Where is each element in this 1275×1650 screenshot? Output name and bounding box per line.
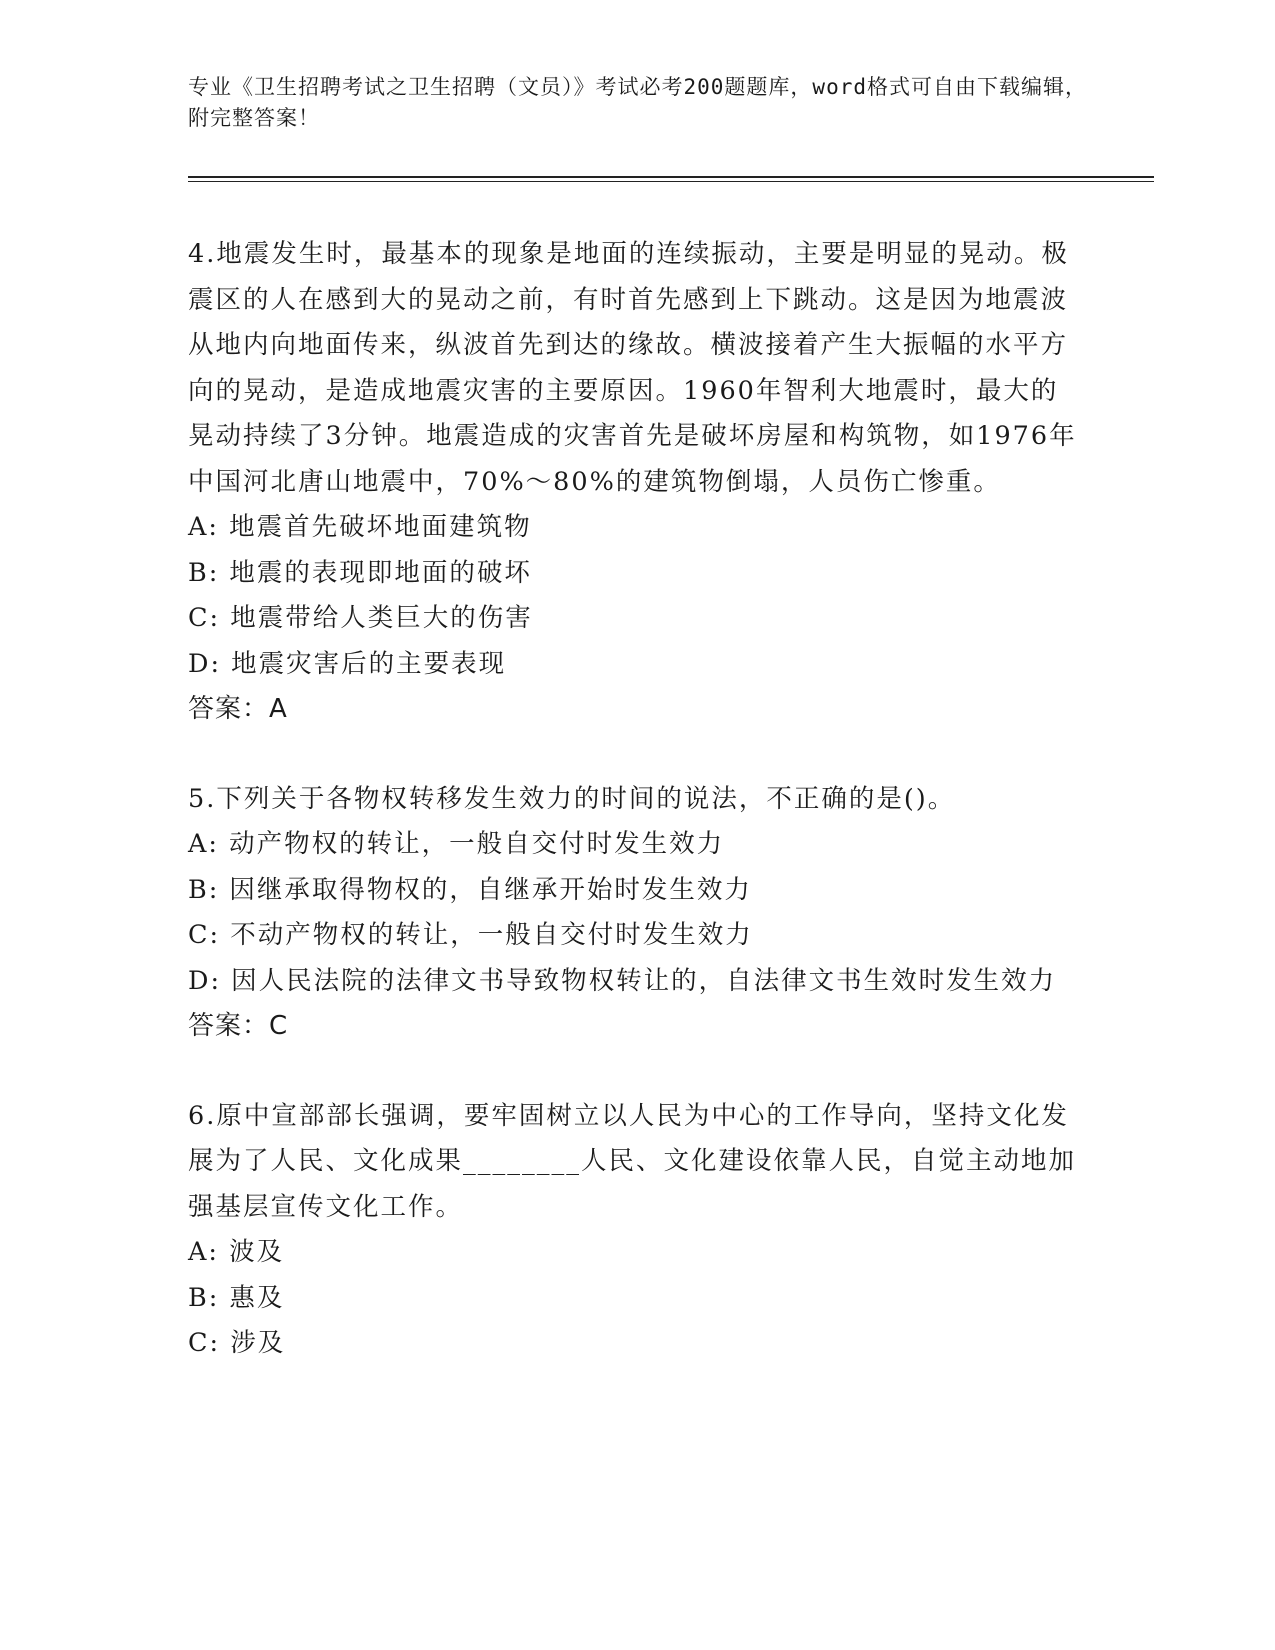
option-a: A: 地震首先破坏地面建筑物 [188,512,532,542]
option-c: C: 涉及 [188,1328,286,1358]
option-d: D: 因人民法院的法律文书导致物权转让的，自法律文书生效时发生效力 [188,965,1057,996]
question-5 [188,777,1078,1050]
option-b: B: 因继承取得物权的，自继承开始时发生效力 [188,874,752,905]
answer: 答案：A [188,694,288,724]
question-list [188,232,1078,1411]
option-c: C: 不动产物权的转让，一般自交付时发生效力 [188,920,753,950]
option-b: B: 地震的表现即地面的破坏 [188,557,532,588]
option-a: A: 动产物权的转让，一般自交付时发生效力 [188,829,725,859]
question-stem: 4.地震发生时，最基本的现象是地面的连续振动，主要是明显的晃动。极震区的人在感到大的晃动之前，有时首先感到上下跳动。这是因为地震波从地内向地面传来，纵波首先到达的缘故。横波接着产生大振幅的水平方向的晃动，是造成地震灾害的主要原因。1960年智利大地震时，最大的晃动持续了3分钟。地震造成的灾害首先是破坏房屋和构筑物，如1976年中国河北唐山地震中，70%～80%的建筑物倒塌，人员伤亡惨重。 [188,239,1077,497]
question-4 [188,232,1078,733]
header-divider-thin [188,181,1154,182]
question-6 [188,1094,1078,1367]
page-header: 专业《卫生招聘考试之卫生招聘（文员）》考试必考200题题库，word格式可自由下载编辑，附完整答案！ [188,75,1087,130]
header-divider-thick [188,176,1154,178]
option-c: C: 地震带给人类巨大的伤害 [188,603,533,633]
question-stem: 6.原中宣部部长强调，要牢固树立以人民为中心的工作导向，坚持文化发展为了人民、文化成果________人民、文化建设依靠人民，自觉主动地加强基层宣传文化工作。 [188,1100,1077,1222]
option-b: B: 惠及 [188,1282,285,1313]
option-a: A: 波及 [188,1237,285,1267]
question-stem: 5.下列关于各物权转移发生效力的时间的说法，不正确的是()。 [188,783,956,814]
answer: 答案：C [188,1011,289,1041]
option-d: D: 地震灾害后的主要表现 [188,648,507,679]
